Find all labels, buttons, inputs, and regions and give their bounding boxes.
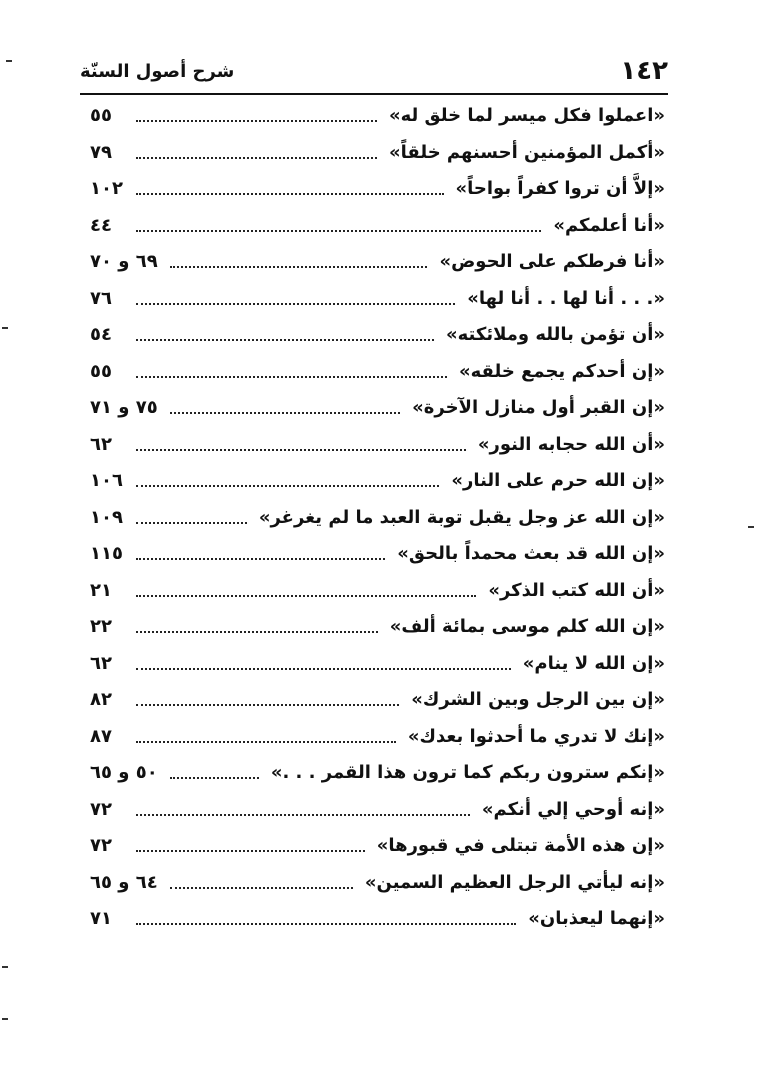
index-entry — [90, 609, 665, 646]
dot-leader — [170, 763, 259, 779]
index-entry — [90, 536, 665, 573]
entry-text: «إن الله حرم على النار» — [451, 470, 665, 492]
scan-edge-mark — [2, 966, 8, 968]
entry-page-ref: ٦٤ و ٦٥ — [90, 871, 158, 893]
entry-text: «إنهما ليعذبان» — [528, 908, 665, 930]
dot-leader — [170, 398, 400, 414]
dot-leader — [136, 617, 378, 633]
dot-leader — [136, 508, 247, 524]
entry-page-ref: ٧١ — [90, 908, 112, 930]
entry-text: «إن بين الرجل وبين الشرك» — [411, 689, 665, 711]
index-entry — [90, 682, 665, 719]
page-header — [80, 50, 668, 92]
index-entry — [90, 281, 665, 318]
entry-text: «إن الله عز وجل يقبل توبة العبد ما لم يغرغر» — [258, 506, 665, 528]
entry-page-ref: ١٠٢ — [90, 178, 123, 200]
dot-leader — [136, 727, 396, 743]
page-number: ١٤٢ — [620, 56, 668, 86]
entry-text: «إنكم سترون ربكم كما ترون هذا القمر . . .» — [270, 762, 665, 784]
index-entry — [90, 901, 665, 938]
entry-text: «إن هذه الأمة تبتلى في قبورها» — [376, 835, 665, 857]
entry-page-ref: ٧٦ — [90, 287, 112, 309]
dot-leader — [136, 325, 434, 341]
book-title: شرح أصول السنّة — [80, 61, 235, 82]
entry-page-ref: ٧٥ و ٧١ — [90, 397, 158, 419]
entry-page-ref: ١٠٦ — [90, 470, 123, 492]
dot-leader — [136, 362, 447, 378]
entry-text: «إن الله كلم موسى بمائة ألف» — [389, 616, 665, 638]
entry-text: «إنه أوحي إلي أنكم» — [481, 798, 665, 820]
scan-edge-mark — [2, 1018, 8, 1020]
entry-text: «أن تؤمن بالله وملائكته» — [445, 324, 665, 346]
index-entry — [90, 646, 665, 683]
entry-text: «أكمل المؤمنين أحسنهم خلقاً» — [389, 141, 665, 163]
index-entry — [90, 354, 665, 391]
entry-text: «إن الله لا ينام» — [522, 652, 665, 674]
entry-text: «إن الله قد بعث محمداً بالحق» — [397, 543, 665, 565]
entry-page-ref: ٨٢ — [90, 689, 112, 711]
entry-page-ref: ٦٩ و ٧٠ — [90, 251, 158, 273]
dot-leader — [136, 654, 511, 670]
dot-leader — [136, 216, 541, 232]
entry-text: «إنه ليأتي الرجل العظيم السمين» — [364, 871, 665, 893]
entry-page-ref: ٤٤ — [90, 214, 112, 236]
dot-leader — [136, 106, 377, 122]
entry-page-ref: ٧٩ — [90, 141, 112, 163]
entry-page-ref: ٥٥ — [90, 360, 112, 382]
index-entry — [90, 427, 665, 464]
scan-edge-mark — [748, 526, 754, 528]
entry-text: «اعملوا فكل ميسر لما خلق له» — [388, 105, 665, 127]
entry-page-ref: ١٠٩ — [90, 506, 123, 528]
entry-page-ref: ٢٢ — [90, 616, 112, 638]
dot-leader — [136, 581, 476, 597]
entry-page-ref: ٦٢ — [90, 652, 112, 674]
dot-leader — [136, 800, 470, 816]
entry-page-ref: ٦٢ — [90, 433, 112, 455]
dot-leader — [136, 179, 444, 195]
entry-page-ref: ٥٥ — [90, 105, 112, 127]
entry-text: «أن الله حجابه النور» — [477, 433, 665, 455]
entry-page-ref: ٥٠ و ٦٥ — [90, 762, 158, 784]
entry-text: «إن أحدكم يجمع خلقه» — [459, 360, 665, 382]
dot-leader — [136, 471, 439, 487]
dot-leader — [170, 252, 428, 268]
entry-text: «أنا فرطكم على الحوض» — [439, 251, 665, 273]
dot-leader — [136, 435, 466, 451]
index-entry — [90, 719, 665, 756]
entry-text: «إن القبر أول منازل الآخرة» — [412, 397, 665, 419]
dot-leader — [136, 909, 516, 925]
index-entry — [90, 573, 665, 610]
entry-text: «إنك لا تدري ما أحدثوا بعدك» — [407, 725, 665, 747]
entry-text: «أنا أعلمكم» — [553, 214, 665, 236]
dot-leader — [136, 289, 455, 305]
index-entry — [90, 208, 665, 245]
entry-page-ref: ٢١ — [90, 579, 112, 601]
entry-page-ref: ١١٥ — [90, 543, 123, 565]
entry-text: «إلاَّ أن تروا كفراً بواحاً» — [455, 178, 665, 200]
entry-text: «أن الله كتب الذكر» — [488, 579, 665, 601]
scan-edge-mark — [6, 60, 12, 62]
index-entry — [90, 390, 665, 427]
entry-text: «. . . أنا لها . . أنا لها» — [467, 287, 665, 309]
entry-page-ref: ٨٧ — [90, 725, 112, 747]
entry-page-ref: ٥٤ — [90, 324, 112, 346]
index-entry — [90, 755, 665, 792]
entry-page-ref: ٧٢ — [90, 835, 112, 857]
dot-leader — [170, 873, 353, 889]
dot-leader — [136, 836, 365, 852]
index-entry — [90, 98, 665, 135]
index-entry — [90, 135, 665, 172]
dot-leader — [136, 690, 399, 706]
index-entry — [90, 317, 665, 354]
index-entry — [90, 463, 665, 500]
index-entry — [90, 828, 665, 865]
index-entry — [90, 500, 665, 537]
index-entry — [90, 171, 665, 208]
dot-leader — [136, 544, 385, 560]
dot-leader — [136, 143, 377, 159]
entry-page-ref: ٧٢ — [90, 798, 112, 820]
index-entry — [90, 244, 665, 281]
index-list — [90, 98, 665, 938]
index-entry — [90, 865, 665, 902]
scan-edge-mark — [2, 327, 8, 329]
header-rule — [80, 93, 668, 95]
index-entry — [90, 792, 665, 829]
